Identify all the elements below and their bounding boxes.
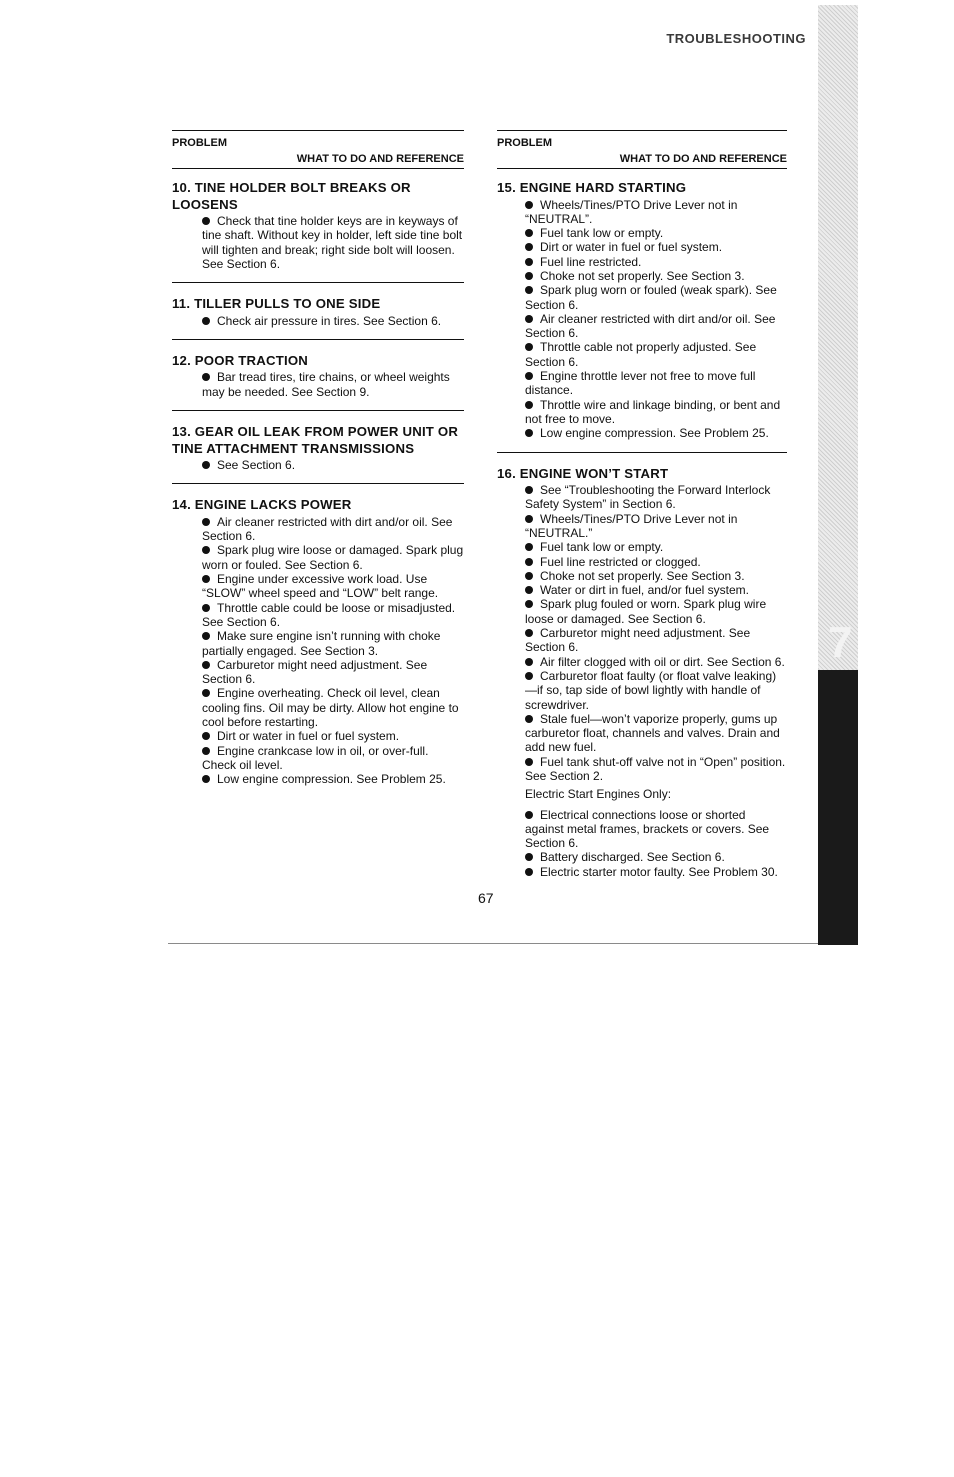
bullet-icon <box>525 201 533 209</box>
remedy-text: Dirt or water in fuel or fuel system. <box>540 240 723 255</box>
remedy-text: Air cleaner restricted with dirt and/or oil. See Section 6. <box>525 311 776 341</box>
bullet-icon <box>525 715 533 723</box>
bullet-icon <box>202 518 210 526</box>
remedy-item <box>172 572 464 601</box>
remedy-text: Spark plug fouled or worn. Spark plug wire loose or damaged. See Section 6. <box>525 597 767 626</box>
problem-title: 16. ENGINE WON’T START <box>497 465 669 481</box>
bullet-icon <box>202 632 210 640</box>
left-problem-list <box>172 169 464 798</box>
page-number: 67 <box>478 890 494 906</box>
bullet-icon <box>525 286 533 294</box>
remedy-text: Stale fuel—won’t vaporize properly, gums up carburetor float, channels and valves. Drain and add new fuel. <box>525 711 780 755</box>
remedy-text: Electric starter motor faulty. See Problem 30. <box>540 864 778 879</box>
remedy-text: Fuel tank low or empty. <box>540 226 664 241</box>
column-header <box>172 130 464 169</box>
remedy-item <box>497 512 787 541</box>
remedy-subheading: Electric Start Engines Only: <box>525 787 672 802</box>
remedy-item <box>497 283 787 312</box>
remedy-item <box>172 601 464 630</box>
bullet-icon <box>525 229 533 237</box>
remedy-item <box>497 583 787 597</box>
problem-section <box>497 466 787 891</box>
remedy-item <box>172 214 464 271</box>
remedy-item <box>172 729 464 743</box>
remedy-item <box>497 483 787 512</box>
remedy-text: Carburetor might need adjustment. See Section 6. <box>202 657 428 687</box>
remedy-text: Make sure engine isn’t running with choke partially engaged. See Section 3. <box>202 629 441 658</box>
bullet-icon <box>202 775 210 783</box>
remedy-text: Wheels/Tines/PTO Drive Lever not in “NEUTRAL.” <box>525 511 738 540</box>
remedy-item <box>172 314 464 328</box>
remedy-item <box>497 398 787 427</box>
bullet-icon <box>525 272 533 280</box>
problem-title: 15. ENGINE HARD STARTING <box>497 180 687 195</box>
bullet-icon <box>525 258 533 266</box>
bullet-icon <box>525 600 533 608</box>
remedy-text: Engine crankcase low in oil, or over-full. Check oil level. <box>202 743 429 772</box>
problem-section <box>497 180 787 453</box>
remedy-text: Air filter clogged with oil or dirt. See Section 6. <box>540 654 785 669</box>
remedy-item <box>497 850 787 864</box>
bullet-icon <box>202 546 210 554</box>
bullet-icon <box>525 372 533 380</box>
remedy-text: Electrical connections loose or shorted against metal frames, brackets or covers. See Section 6. <box>525 807 770 851</box>
remedy-item <box>172 744 464 773</box>
remedy-item <box>497 755 787 784</box>
remedy-text: Low engine compression. See Problem 25. <box>217 772 446 787</box>
remedy-text: Fuel line restricted. <box>540 254 642 269</box>
remedy-text: Engine overheating. Check oil level, clean cooling fins. Oil may be dirty. Allow hot engine to cool before restarting. <box>202 686 459 730</box>
bullet-icon <box>525 672 533 680</box>
remedy-text: Check that tine holder keys are in keyways of tine shaft. Without key in holder, left side tine bolt will tighten and break; right side bolt will loosen. See Section 6. <box>202 214 463 271</box>
bullet-icon <box>202 373 210 381</box>
bullet-icon <box>525 586 533 594</box>
problem-title: 11. TILLER PULLS TO ONE SIDE <box>172 296 381 312</box>
remedy-text: Low engine compression. See Problem 25. <box>540 426 769 441</box>
remedy-item <box>497 555 787 569</box>
bullet-icon <box>202 689 210 697</box>
remedy-item <box>497 626 787 655</box>
remedy-item <box>172 515 464 544</box>
bullet-icon <box>202 604 210 612</box>
bottom-rule <box>168 943 818 944</box>
bullet-icon <box>202 575 210 583</box>
right-problem-list <box>497 169 787 890</box>
problem-section <box>172 353 464 411</box>
remedy-text: See “Troubleshooting the Forward Interlock Safety System” in Section 6. <box>525 483 771 512</box>
remedy-item <box>172 686 464 729</box>
remedy-text: Carburetor might need adjustment. See Section 6. <box>525 626 751 655</box>
remedy-item <box>497 269 787 283</box>
remedy-text: Throttle wire and linkage binding, or bent and not free to move. <box>525 397 781 426</box>
bullet-icon <box>525 658 533 666</box>
bullet-icon <box>202 317 210 325</box>
remedy-item <box>497 655 787 669</box>
problem-title: 12. POOR TRACTION <box>172 352 309 368</box>
bullet-icon <box>202 461 210 469</box>
bullet-icon <box>525 758 533 766</box>
remedy-text: Dirt or water in fuel or fuel system. <box>217 729 400 744</box>
remedy-item <box>172 658 464 687</box>
right-column <box>497 130 787 903</box>
bullet-icon <box>525 429 533 437</box>
remedy-text: See Section 6. <box>217 458 296 473</box>
remedy-text: Check air pressure in tires. See Section 6. <box>217 313 442 328</box>
remedy-text: Battery discharged. See Section 6. <box>540 850 725 865</box>
remedy-text: Fuel tank low or empty. <box>540 540 664 555</box>
remedy-text: Bar tread tires, tire chains, or wheel weights may be needed. See Section 9. <box>202 370 450 399</box>
section-tab <box>818 670 858 945</box>
remedy-item <box>497 240 787 254</box>
section-tab-number: 7 <box>828 618 853 667</box>
column-header <box>497 130 787 169</box>
remedy-item <box>497 569 787 583</box>
bullet-icon <box>525 486 533 494</box>
section-edge-strip <box>818 5 858 945</box>
bullet-icon <box>525 558 533 566</box>
problem-section <box>172 296 464 340</box>
remedy-text: Water or dirt in fuel, and/or fuel system. <box>540 583 749 598</box>
remedy-text: Choke not set properly. See Section 3. <box>540 568 745 583</box>
bullet-icon <box>525 243 533 251</box>
remedy-item <box>497 226 787 240</box>
problem-title: 13. GEAR OIL LEAK FROM POWER UNIT OR TINE ATTACHMENT TRANSMISSIONS <box>172 424 459 456</box>
remedy-item <box>497 712 787 755</box>
problem-title: 14. ENGINE LACKS POWER <box>172 497 352 513</box>
remedy-item <box>172 629 464 658</box>
remedy-text: Carburetor float faulty (or float valve leaking) —if so, tap side of bowl lightly with handle of screwdriver. <box>525 668 777 712</box>
remedy-item <box>497 597 787 626</box>
remedy-text: Wheels/Tines/PTO Drive Lever not in “NEUTRAL”. <box>525 197 738 226</box>
bullet-icon <box>202 747 210 755</box>
remedy-text: Spark plug wire loose or damaged. Spark plug worn or fouled. See Section 6. <box>202 543 464 572</box>
remedy-text: Throttle cable could be loose or misadjusted. See Section 6. <box>202 600 456 629</box>
remedy-item <box>172 543 464 572</box>
remedy-item <box>497 540 787 554</box>
problem-heading: PROBLEM <box>172 137 227 149</box>
remedy-text: Choke not set properly. See Section 3. <box>540 268 745 283</box>
problem-section <box>172 424 464 484</box>
remedy-item <box>497 369 787 398</box>
bullet-icon <box>202 217 210 225</box>
bullet-icon <box>525 572 533 580</box>
remedy-text: Engine throttle lever not free to move full distance. <box>525 369 756 398</box>
remedy-text: Throttle cable not properly adjusted. See Section 6. <box>525 340 757 369</box>
remedy-text: Engine under excessive work load. Use “SLOW” wheel speed and “LOW” belt range. <box>202 572 439 601</box>
remedy-item <box>497 340 787 369</box>
bullet-icon <box>525 853 533 861</box>
bullet-icon <box>525 515 533 523</box>
remedy-item <box>497 808 787 851</box>
bullet-icon <box>525 811 533 819</box>
remedy-text: Air cleaner restricted with dirt and/or oil. See Section 6. <box>202 514 453 544</box>
problem-heading: PROBLEM <box>497 137 552 149</box>
remedy-text: Spark plug worn or fouled (weak spark). See Section 6. <box>525 283 777 312</box>
remedy-text: Fuel line restricted or clogged. <box>540 554 701 569</box>
remedy-item <box>497 669 787 712</box>
remedy-item <box>497 255 787 269</box>
remedy-item <box>172 458 464 472</box>
problem-section <box>172 497 464 797</box>
problem-title: 10. TINE HOLDER BOLT BREAKS OR LOOSENS <box>172 180 411 212</box>
remedy-item <box>497 865 787 879</box>
remedy-text: Fuel tank shut-off valve not in “Open” position. See Section 2. <box>525 754 786 783</box>
bullet-icon <box>525 401 533 409</box>
remedy-item <box>172 370 464 399</box>
bullet-icon <box>202 661 210 669</box>
bullet-icon <box>525 543 533 551</box>
bullet-icon <box>525 343 533 351</box>
what-to-do-heading: WHAT TO DO AND REFERENCE <box>296 153 464 165</box>
problem-section <box>172 180 464 283</box>
bullet-icon <box>525 315 533 323</box>
left-column <box>172 130 464 811</box>
bullet-icon <box>525 629 533 637</box>
running-header: TROUBLESHOOTING <box>666 31 806 46</box>
bullet-icon <box>525 868 533 876</box>
what-to-do-heading: WHAT TO DO AND REFERENCE <box>619 153 787 165</box>
remedy-item <box>497 198 787 227</box>
remedy-item <box>172 772 464 786</box>
remedy-item <box>497 312 787 341</box>
bullet-icon <box>202 732 210 740</box>
remedy-item <box>497 426 787 440</box>
